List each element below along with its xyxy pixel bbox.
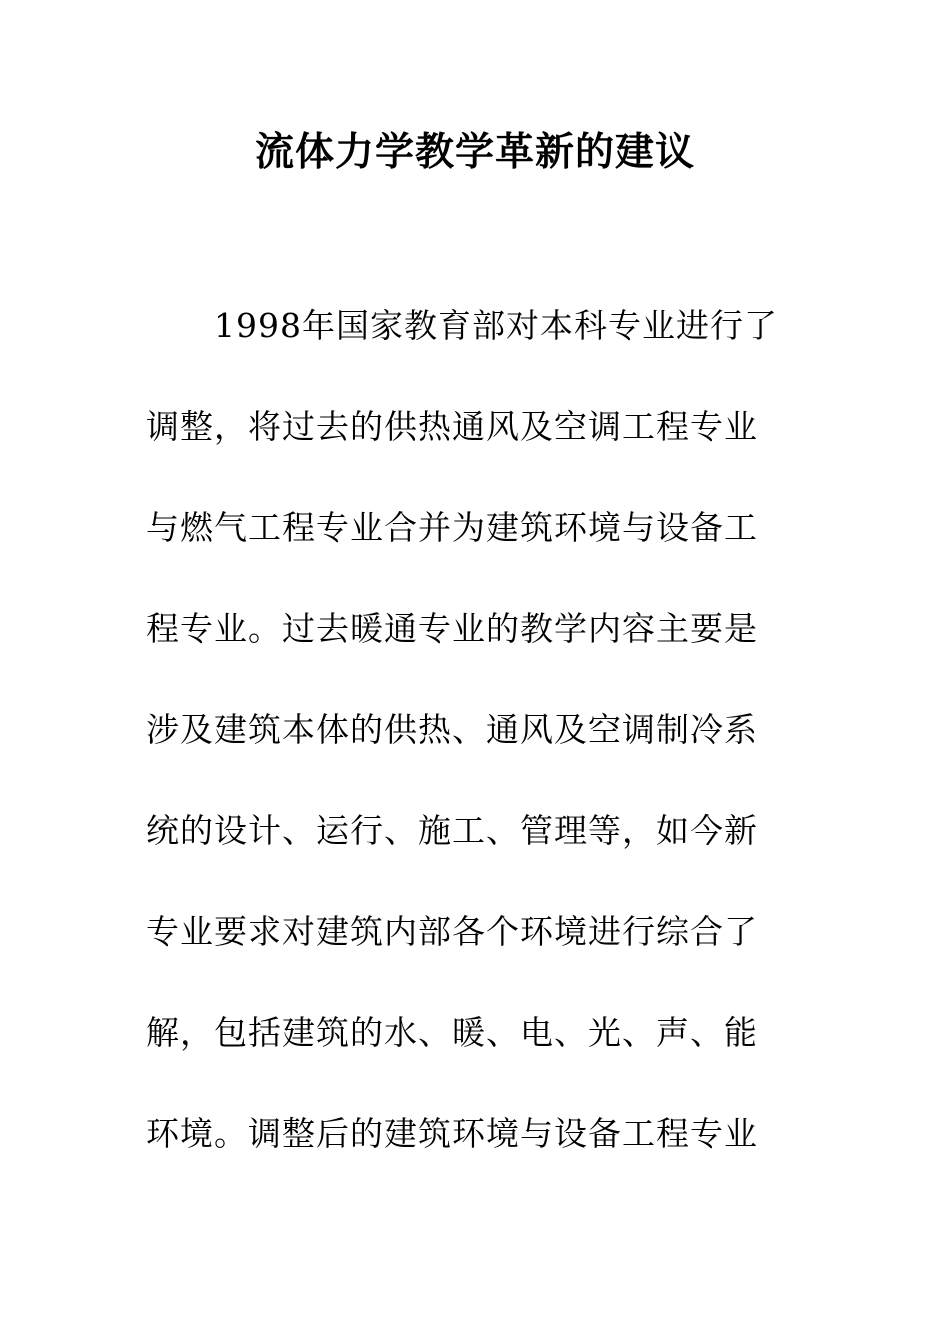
paragraph-line-1: 1998年国家教育部对本科专业进行了: [214, 306, 778, 345]
document-title: 流体力学教学革新的建议: [254, 129, 695, 175]
paragraph-line-7: 专业要求对建筑内部各个环境进行综合了: [146, 912, 758, 951]
paragraph-line-2: 调整，将过去的供热通风及空调工程专业: [146, 407, 758, 446]
paragraph-line-3: 与燃气工程专业合并为建筑环境与设备工: [146, 508, 758, 547]
document-body: [146, 300, 778, 1209]
paragraph-line-4: 程专业。过去暖通专业的教学内容主要是: [146, 609, 758, 648]
paragraph-line-9: 环境。调整后的建筑环境与设备工程专业: [146, 1114, 758, 1153]
paragraph-line-8: 解，包括建筑的水、暖、电、光、声、能: [146, 1013, 758, 1052]
paragraph-line-6: 统的设计、运行、施工、管理等，如今新: [146, 811, 758, 850]
paragraph-line-5: 涉及建筑本体的供热、通风及空调制冷系: [146, 710, 758, 749]
